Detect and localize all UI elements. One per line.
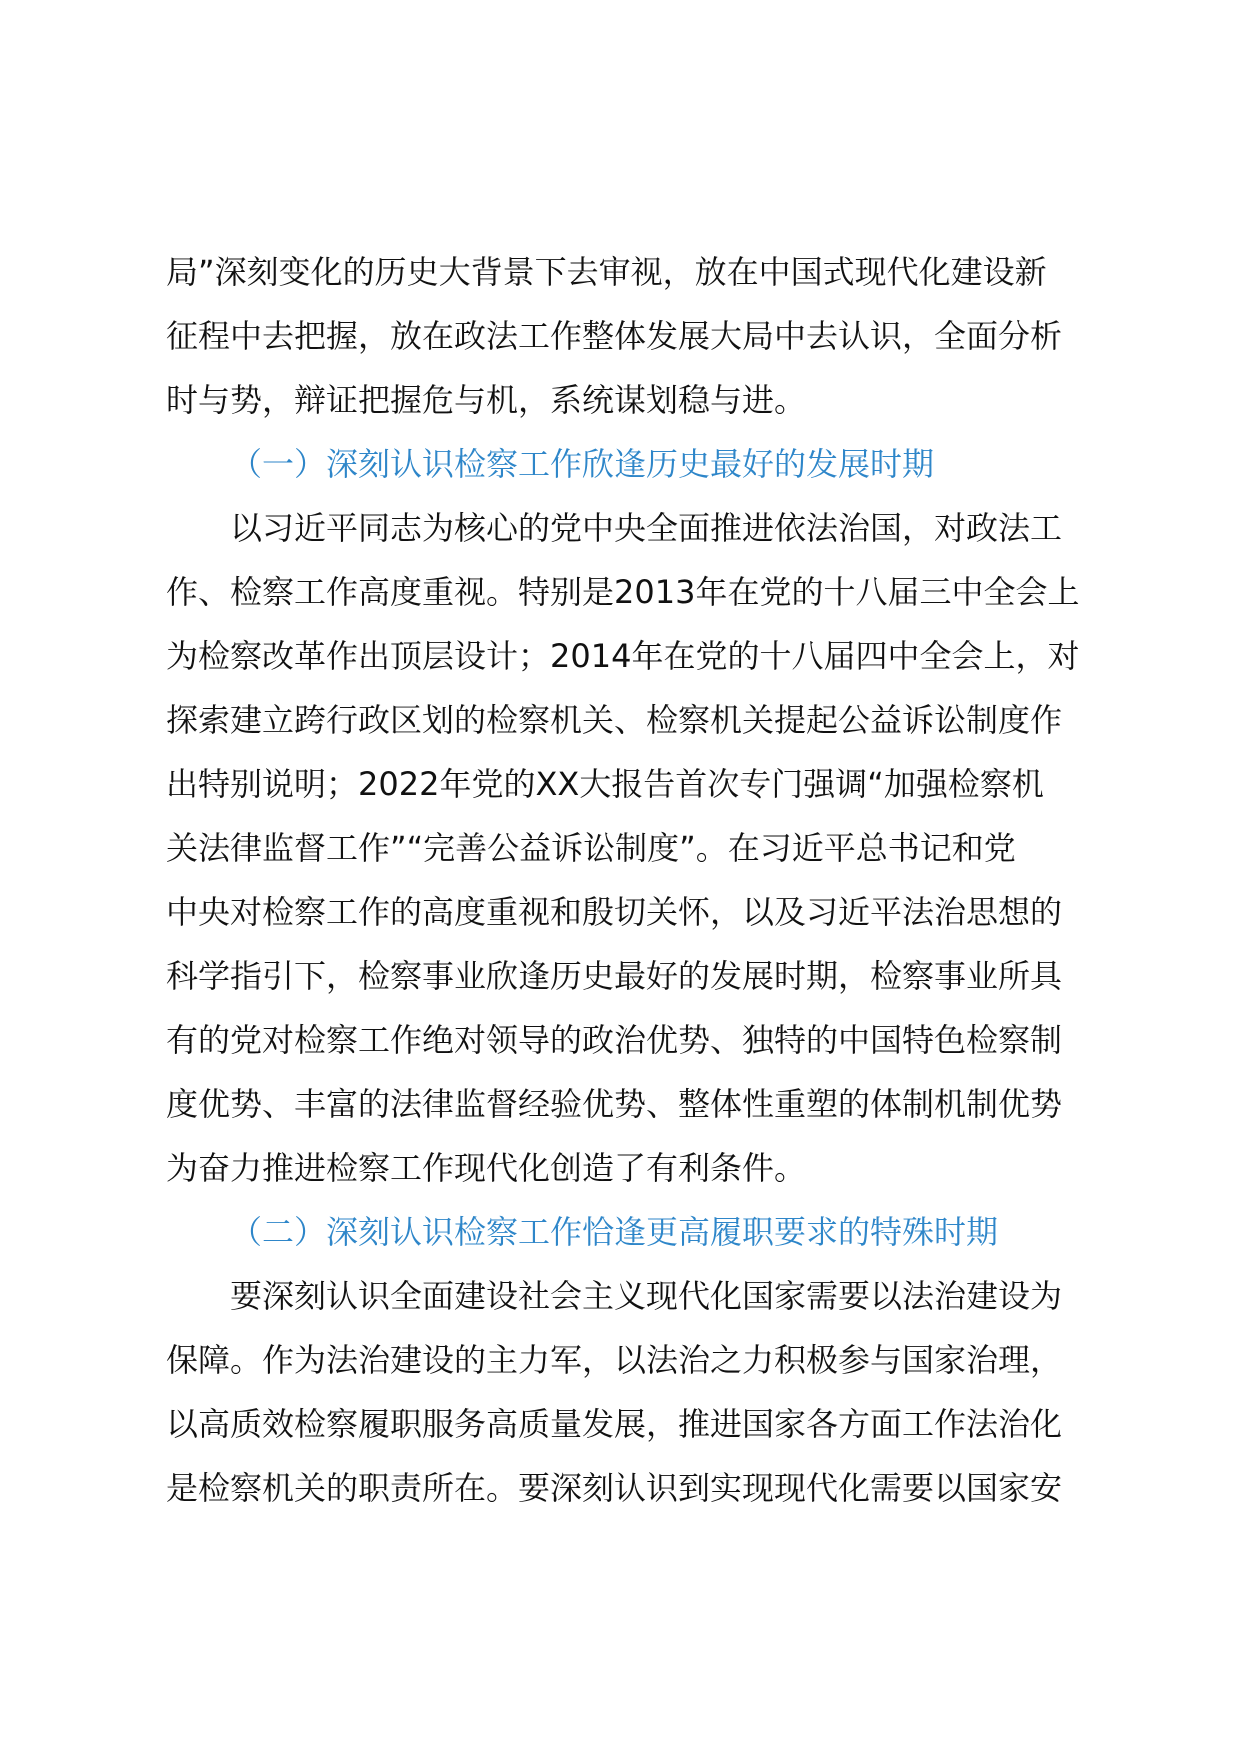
text-line: 中央对检察工作的高度重视和殷切关怀，以及习近平法治思想的 bbox=[166, 893, 1063, 931]
text-line: 要深刻认识全面建设社会主义现代化国家需要以法治建设为 bbox=[230, 1277, 1063, 1315]
section-heading-1: （一）深刻认识检察工作欣逢历史最好的发展时期 bbox=[230, 445, 935, 483]
document-body bbox=[166, 240, 1110, 1520]
text-line: 以习近平同志为核心的党中央全面推进依法治国，对政法工 bbox=[230, 509, 1063, 547]
paragraph-section-1 bbox=[166, 496, 1110, 1200]
paragraph-continued bbox=[166, 240, 1110, 432]
text-line: 度优势、丰富的法律监督经验优势、整体性重塑的体制机制优势 bbox=[166, 1085, 1063, 1123]
text-line: 为检察改革作出顶层设计；2014年在党的十八届四中全会上，对 bbox=[166, 637, 1080, 675]
paragraph-section-2 bbox=[166, 1264, 1110, 1520]
text-line: 保障。作为法治建设的主力军，以法治之力积极参与国家治理， bbox=[166, 1341, 1063, 1379]
section-heading-2: （二）深刻认识检察工作恰逢更高履职要求的特殊时期 bbox=[230, 1213, 999, 1251]
text-line: 为奋力推进检察工作现代化创造了有利条件。 bbox=[166, 1149, 807, 1187]
text-line: 关法律监督工作”“完善公益诉讼制度”。在习近平总书记和党 bbox=[166, 829, 1016, 867]
text-line: 作、检察工作高度重视。特别是2013年在党的十八届三中全会上 bbox=[166, 573, 1080, 611]
text-line: 有的党对检察工作绝对领导的政治优势、独特的中国特色检察制 bbox=[166, 1021, 1063, 1059]
text-line: 科学指引下，检察事业欣逢历史最好的发展时期，检察事业所具 bbox=[166, 957, 1063, 995]
text-line: 探索建立跨行政区划的检察机关、检察机关提起公益诉讼制度作 bbox=[166, 701, 1063, 739]
text-line: 时与势，辩证把握危与机，系统谋划稳与进。 bbox=[166, 381, 807, 419]
text-line: 征程中去把握，放在政法工作整体发展大局中去认识，全面分析 bbox=[166, 317, 1063, 355]
text-line: 是检察机关的职责所在。要深刻认识到实现现代化需要以国家安 bbox=[166, 1469, 1063, 1507]
text-line: 局”深刻变化的历史大背景下去审视，放在中国式现代化建设新 bbox=[166, 253, 1047, 291]
text-line: 出特别说明；2022年党的XX大报告首次专门强调“加强检察机 bbox=[166, 765, 1044, 803]
text-line: 以高质效检察履职服务高质量发展，推进国家各方面工作法治化 bbox=[166, 1405, 1063, 1443]
